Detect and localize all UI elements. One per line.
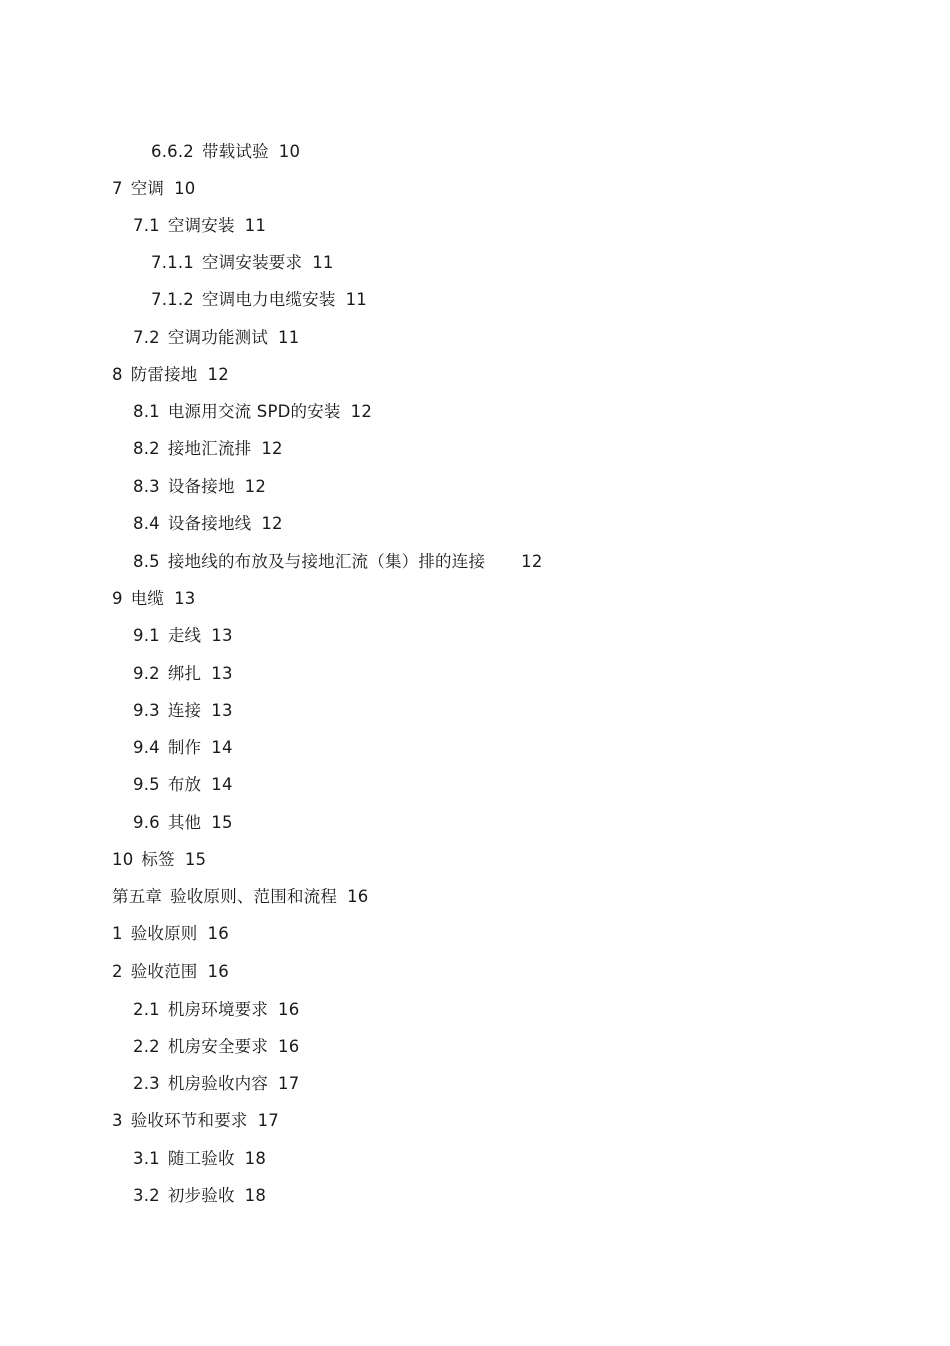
toc-page-number: 16 [278, 1000, 300, 1019]
toc-number: 9.3 [133, 701, 160, 720]
toc-entry [112, 962, 229, 982]
toc-title: 带载试验 [201, 142, 269, 161]
toc-title: 电缆 [130, 589, 165, 608]
toc-entry [151, 253, 334, 273]
toc-title: 制作 [167, 738, 202, 757]
toc-page-number: 14 [211, 738, 233, 757]
toc-number: 8.2 [133, 439, 160, 458]
toc-entry [133, 1074, 299, 1094]
toc-page-number: 15 [184, 850, 207, 869]
toc-title: 初步验收 [167, 1186, 235, 1205]
toc-title: 验收范围 [130, 962, 198, 981]
toc-title: 验收原则 [130, 924, 198, 943]
toc-number: 9.5 [133, 775, 160, 794]
toc-page-number: 12 [244, 477, 267, 496]
toc-page-number: 13 [211, 664, 233, 683]
toc-entry [112, 1111, 279, 1131]
toc-entry [133, 477, 266, 497]
toc-entry [133, 626, 233, 646]
toc-entry [151, 142, 300, 162]
toc-title: 接地汇流排 [167, 439, 252, 458]
toc-number: 8.1 [133, 402, 160, 421]
toc-title: 空调 [130, 179, 165, 198]
toc-number: 9.1 [133, 626, 160, 645]
toc-entry [133, 552, 543, 572]
toc-page-number: 16 [207, 962, 229, 981]
toc-number: 7 [112, 179, 123, 198]
toc-entry [133, 439, 283, 459]
toc-number: 6.6.2 [151, 142, 194, 161]
toc-number: 2.2 [133, 1037, 160, 1056]
toc-entry [133, 738, 233, 758]
toc-number: 2 [112, 962, 123, 981]
toc-title: 机房环境要求 [167, 1000, 269, 1019]
toc-number: 7.1.1 [151, 253, 194, 272]
toc-title: 其他 [167, 813, 202, 832]
toc-entry [133, 514, 283, 534]
toc-number: 8 [112, 365, 123, 384]
toc-number: 2.3 [133, 1074, 160, 1093]
toc-number: 8.3 [133, 477, 160, 496]
toc-page-number: 12 [521, 552, 543, 571]
toc-title: 电源用交流 SPD的安装 [167, 402, 341, 421]
toc-number: 3.2 [133, 1186, 160, 1205]
toc-title: 空调电力电缆安装 [201, 290, 336, 309]
toc-page-number: 12 [261, 514, 283, 533]
toc-title: 连接 [167, 701, 202, 720]
toc-page-number: 13 [174, 589, 196, 608]
toc-entry [112, 589, 196, 609]
toc-title: 空调安装 [167, 216, 235, 235]
toc-title: 随工验收 [167, 1149, 235, 1168]
toc-page-number: 12 [207, 365, 229, 384]
toc-page-number: 16 [278, 1037, 300, 1056]
toc-entry [133, 402, 372, 422]
toc-title: 防雷接地 [130, 365, 198, 384]
toc-title: 设备接地线 [167, 514, 252, 533]
toc-page-number: 11 [312, 253, 334, 272]
toc-chapter-entry [112, 887, 369, 907]
toc-entry [112, 850, 206, 870]
toc-title: 机房验收内容 [167, 1074, 269, 1093]
toc-number: 7.1 [133, 216, 160, 235]
toc-title: 空调功能测试 [167, 328, 269, 347]
toc-number: 7.2 [133, 328, 160, 347]
toc-number: 1 [112, 924, 123, 943]
toc-entry [112, 179, 196, 199]
toc-title: 空调安装要求 [201, 253, 303, 272]
toc-number: 9 [112, 589, 123, 608]
toc-number: 7.1.2 [151, 290, 194, 309]
toc-title: 接地线的布放及与接地汇流（集）排的连接 [167, 552, 486, 571]
toc-entry [133, 1037, 299, 1057]
toc-entry [133, 813, 233, 833]
toc-page-number: 17 [278, 1074, 300, 1093]
toc-page-number: 18 [244, 1186, 267, 1205]
toc-title: 布放 [167, 775, 202, 794]
toc-entry [133, 664, 233, 684]
toc-entry [112, 365, 229, 385]
toc-page-number: 18 [244, 1149, 267, 1168]
toc-entry [133, 701, 233, 721]
toc-entry [133, 328, 299, 348]
toc-entry [133, 1149, 266, 1169]
toc-page-number: 11 [278, 328, 300, 347]
toc-number: 9.4 [133, 738, 160, 757]
toc-page-number: 12 [261, 439, 283, 458]
toc-page-number: 12 [350, 402, 373, 421]
toc-entry [133, 775, 233, 795]
toc-entry [151, 290, 367, 310]
toc-page-number: 16 [347, 887, 369, 906]
toc-page-number: 11 [345, 290, 367, 309]
toc-page-number: 17 [257, 1111, 280, 1130]
toc-entry [133, 1186, 266, 1206]
toc-number: 9.2 [133, 664, 160, 683]
toc-page-number: 13 [211, 701, 233, 720]
toc-page-number: 13 [211, 626, 233, 645]
toc-entry [133, 1000, 299, 1020]
toc-title: 标签 [141, 850, 175, 869]
toc-page-number: 15 [211, 813, 233, 832]
toc-page-number: 11 [244, 216, 267, 235]
toc-entry [112, 924, 229, 944]
toc-page-number: 10 [278, 142, 301, 161]
toc-number: 3 [112, 1111, 123, 1130]
toc-entry [133, 216, 266, 236]
toc-number: 9.6 [133, 813, 160, 832]
toc-title: 走线 [167, 626, 202, 645]
toc-title: 验收原则、范围和流程 [170, 887, 338, 906]
toc-number: 2.1 [133, 1000, 160, 1019]
toc-number: 8.5 [133, 552, 160, 571]
toc-page-number: 14 [211, 775, 233, 794]
toc-page-number: 10 [174, 179, 196, 198]
toc-chapter-number: 第五章 [112, 887, 163, 906]
toc-number: 10 [112, 850, 134, 869]
toc-number: 3.1 [133, 1149, 160, 1168]
toc-title: 验收环节和要求 [130, 1111, 248, 1130]
toc-title: 绑扎 [167, 664, 202, 683]
toc-number: 8.4 [133, 514, 160, 533]
toc-title: 机房安全要求 [167, 1037, 269, 1056]
toc-page-number: 16 [207, 924, 229, 943]
toc-title: 设备接地 [167, 477, 235, 496]
